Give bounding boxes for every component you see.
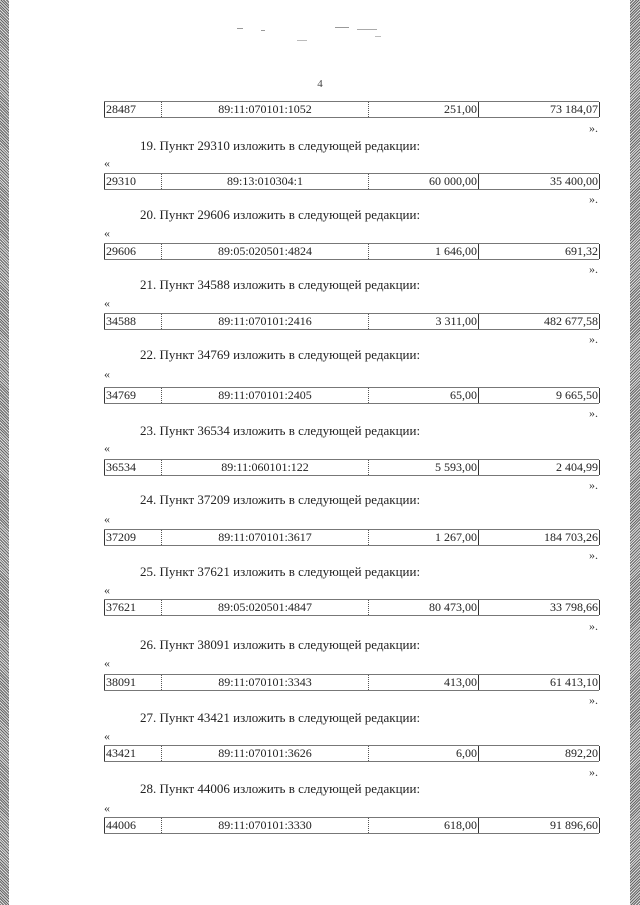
row-cadastral-number: 89:11:070101:3330 (161, 818, 368, 833)
opening-quote: « (104, 801, 110, 815)
closing-quote: ». (589, 548, 598, 562)
table-row (104, 173, 599, 190)
closing-quote: ». (589, 192, 598, 206)
row-id: 37621 (104, 600, 161, 615)
row-cadastral-number: 89:11:060101:122 (161, 460, 368, 475)
row-area: 618,00 (368, 818, 479, 833)
opening-quote: « (104, 296, 110, 310)
row-cadastral-number: 89:11:070101:3343 (161, 675, 368, 690)
opening-quote: « (104, 512, 110, 526)
amendment-instruction: 25. Пункт 37621 изложить в следующей редакции: (140, 564, 421, 579)
table-row (104, 529, 599, 546)
amendment-instruction: 27. Пункт 43421 изложить в следующей редакции: (140, 710, 421, 725)
row-cadastral-number: 89:13:010304:1 (161, 174, 368, 189)
row-area: 6,00 (368, 746, 479, 761)
row-id: 38091 (104, 675, 161, 690)
row-id: 43421 (104, 746, 161, 761)
row-value: 892,20 (478, 746, 600, 761)
row-value: 73 184,07 (478, 102, 600, 117)
row-value: 9 665,50 (478, 388, 600, 403)
closing-quote: ». (589, 406, 598, 420)
table-row (104, 674, 599, 691)
table-row (104, 313, 599, 330)
closing-quote: ». (589, 478, 598, 492)
scan-artifact (225, 20, 395, 50)
row-value: 35 400,00 (478, 174, 600, 189)
row-area: 413,00 (368, 675, 479, 690)
row-area: 80 473,00 (368, 600, 479, 615)
amendment-instruction: 21. Пункт 34588 изложить в следующей редакции: (140, 277, 421, 292)
row-area: 251,00 (368, 102, 479, 117)
row-value: 91 896,60 (478, 818, 600, 833)
table-row (104, 459, 599, 476)
opening-quote: « (104, 729, 110, 743)
row-area: 60 000,00 (368, 174, 479, 189)
scan-left-edge (0, 0, 9, 905)
row-id: 34588 (104, 314, 161, 329)
closing-quote: ». (589, 121, 598, 135)
closing-quote: ». (589, 332, 598, 346)
table-row (104, 101, 599, 118)
row-area: 1 267,00 (368, 530, 479, 545)
row-value: 2 404,99 (478, 460, 600, 475)
opening-quote: « (104, 656, 110, 670)
row-area: 1 646,00 (368, 244, 479, 259)
row-id: 36534 (104, 460, 161, 475)
row-id: 28487 (104, 102, 161, 117)
opening-quote: « (104, 441, 110, 455)
table-row (104, 817, 599, 834)
amendment-instruction: 19. Пункт 29310 изложить в следующей редакции: (140, 138, 421, 153)
opening-quote: « (104, 583, 110, 597)
table-row (104, 387, 599, 404)
row-id: 37209 (104, 530, 161, 545)
opening-quote: « (104, 367, 110, 381)
row-cadastral-number: 89:11:070101:1052 (161, 102, 368, 117)
row-value: 691,32 (478, 244, 600, 259)
closing-quote: ». (589, 262, 598, 276)
page-number: 4 (317, 78, 323, 90)
row-cadastral-number: 89:11:070101:2416 (161, 314, 368, 329)
row-value: 482 677,58 (478, 314, 600, 329)
closing-quote: ». (589, 693, 598, 707)
table-row (104, 745, 599, 762)
amendment-instruction: 24. Пункт 37209 изложить в следующей редакции: (140, 492, 421, 507)
amendment-instruction: 28. Пункт 44006 изложить в следующей редакции: (140, 781, 421, 796)
opening-quote: « (104, 156, 110, 170)
row-id: 29606 (104, 244, 161, 259)
row-value: 33 798,66 (478, 600, 600, 615)
row-cadastral-number: 89:11:070101:3617 (161, 530, 368, 545)
row-cadastral-number: 89:05:020501:4824 (161, 244, 368, 259)
row-value: 184 703,26 (478, 530, 600, 545)
row-area: 5 593,00 (368, 460, 479, 475)
row-id: 34769 (104, 388, 161, 403)
row-cadastral-number: 89:11:070101:2405 (161, 388, 368, 403)
amendment-instruction: 20. Пункт 29606 изложить в следующей редакции: (140, 207, 421, 222)
row-cadastral-number: 89:05:020501:4847 (161, 600, 368, 615)
row-cadastral-number: 89:11:070101:3626 (161, 746, 368, 761)
row-value: 61 413,10 (478, 675, 600, 690)
row-id: 44006 (104, 818, 161, 833)
table-row (104, 243, 599, 260)
opening-quote: « (104, 226, 110, 240)
scan-right-edge (630, 0, 640, 905)
amendment-instruction: 26. Пункт 38091 изложить в следующей редакции: (140, 637, 421, 652)
row-area: 65,00 (368, 388, 479, 403)
row-id: 29310 (104, 174, 161, 189)
closing-quote: ». (589, 765, 598, 779)
amendment-instruction: 22. Пункт 34769 изложить в следующей редакции: (140, 347, 421, 362)
row-area: 3 311,00 (368, 314, 479, 329)
closing-quote: ». (589, 619, 598, 633)
table-row (104, 599, 599, 616)
amendment-instruction: 23. Пункт 36534 изложить в следующей редакции: (140, 423, 421, 438)
